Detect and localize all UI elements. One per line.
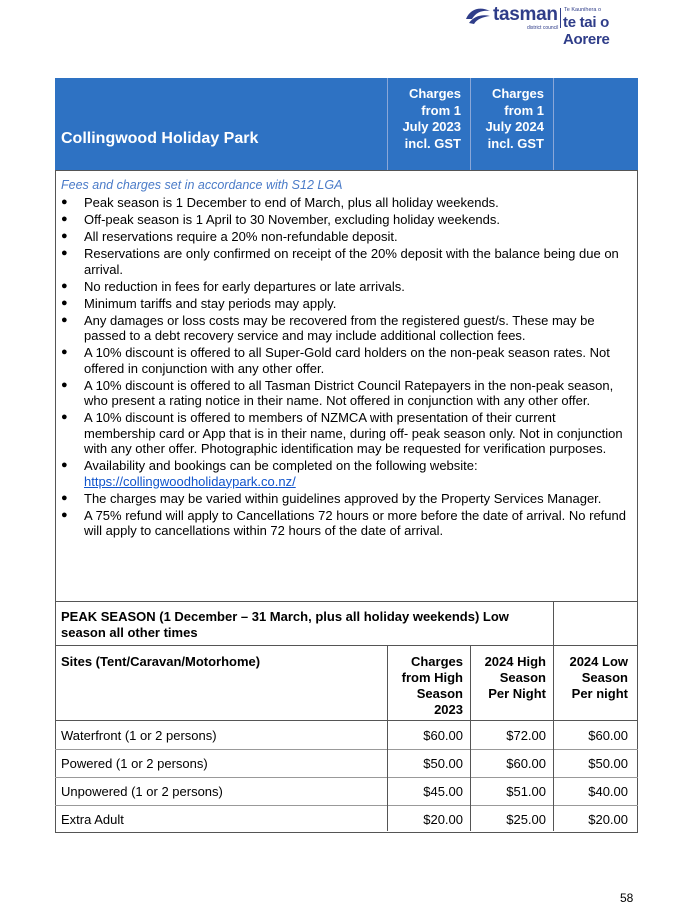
- logo-separator: [560, 8, 561, 28]
- booking-link[interactable]: https://collingwoodholidaypark.co.nz/: [84, 473, 296, 489]
- list-item: ● A 10% discount is offered to members of NZMCA with presentation of their current membership card or App that is in their name, during off- peak season only. Not in conjunction with any other offer. Photographic identification may be requested for verification purposes.: [61, 410, 623, 456]
- row-value: $20.00: [588, 812, 628, 827]
- logo-maori: te tai o Aorere: [563, 14, 610, 48]
- bullet-icon: ●: [61, 459, 68, 471]
- list-item: ● Peak season is 1 December to end of March, plus all holiday weekends.: [61, 195, 499, 210]
- logo-name: tasman: [493, 4, 558, 25]
- row-label: Waterfront (1 or 2 persons): [61, 728, 217, 743]
- divider: [55, 601, 638, 602]
- col-header-high-2024: 2024 High Season Per Night: [484, 654, 546, 701]
- list-item: ● All reservations require a 20% non-refundable deposit.: [61, 229, 398, 244]
- list-item: ● Off-peak season is 1 April to 30 November, excluding holiday weekends.: [61, 212, 500, 227]
- col-header-low-2024: 2024 Low Season Per night: [569, 654, 628, 701]
- park-title: Collingwood Holiday Park: [61, 130, 259, 147]
- bullet-icon: ●: [61, 196, 68, 208]
- list-item: ● A 10% discount is offered to all Super-Gold card holders on the non-peak season rates. Not offered in conjunction with any other offer.: [61, 345, 610, 376]
- list-item: ● The charges may be varied within guidelines approved by the Property Services Manager.: [61, 490, 602, 506]
- logo-maori-small: Te Kaunihera o: [564, 7, 601, 13]
- header-divider: [553, 78, 554, 170]
- row-value: $20.00: [423, 812, 463, 827]
- col-header-high-2023: Charges from High Season 2023: [401, 654, 463, 717]
- list-item: ● A 10% discount is offered to all Tasman District Council Ratepayers in the non-peak season, who present a rating notice in their name. Not offered in conjunction with any other offer.: [61, 377, 614, 408]
- divider: [55, 720, 638, 721]
- row-label: Powered (1 or 2 persons): [61, 756, 208, 771]
- list-item: ● Any damages or loss costs may be recovered from the registered guest/s. These may be passed to a debt recovery service and may include additional collection fees.: [61, 312, 595, 343]
- bullet-icon: ●: [61, 230, 68, 242]
- peak-season-heading: PEAK SEASON (1 December – 31 March, plus all holiday weekends) Low season all other times: [61, 609, 509, 640]
- bullet-icon: ●: [61, 247, 68, 259]
- page-number: 58: [620, 891, 634, 905]
- list-item: ● No reduction in fees for early departures or late arrivals.: [61, 278, 405, 294]
- bullet-icon: ●: [61, 346, 68, 358]
- row-value: $50.00: [423, 756, 463, 771]
- row-value: $25.00: [506, 812, 546, 827]
- row-value: $72.00: [506, 728, 546, 743]
- list-item: ● Availability and bookings can be completed on the following website: https://collingwoodholidaypark.co.nz/: [61, 458, 478, 489]
- bullet-icon: ●: [61, 279, 68, 292]
- bullet-icon: ●: [61, 296, 68, 309]
- row-value: $50.00: [588, 756, 628, 771]
- row-label: Extra Adult: [61, 812, 124, 827]
- row-value: $45.00: [423, 784, 463, 799]
- sites-heading: Sites (Tent/Caravan/Motorhome): [61, 654, 261, 669]
- charges-2023-header: Charges from 1 July 2023 incl. GST: [402, 86, 461, 151]
- bullet-icon: ●: [61, 491, 68, 504]
- row-label: Unpowered (1 or 2 persons): [61, 784, 223, 799]
- row-value: $51.00: [506, 784, 546, 799]
- fees-note: Fees and charges set in accordance with S12 LGA: [61, 178, 343, 192]
- row-value: $40.00: [588, 784, 628, 799]
- list-item: ● Minimum tariffs and stay periods may apply.: [61, 295, 337, 311]
- divider: [55, 777, 638, 778]
- logo-subtitle: district council: [527, 25, 559, 31]
- list-item: ● A 75% refund will apply to Cancellations 72 hours or more before the date of arrival. No refund will apply to cancellations within 72 hours of the date of arrival.: [61, 507, 626, 538]
- bullet-icon: ●: [61, 213, 68, 225]
- divider: [55, 645, 638, 646]
- charges-2024-header: Charges from 1 July 2024 incl. GST: [485, 86, 544, 151]
- bullet-icon: ●: [61, 411, 68, 423]
- divider: [55, 749, 638, 750]
- table-header: [55, 78, 638, 170]
- bullet-icon: ●: [61, 508, 68, 521]
- rules-list: [57, 195, 627, 540]
- list-item: ● Reservations are only confirmed on receipt of the 20% deposit with the balance being due on arrival.: [61, 246, 619, 277]
- row-value: $60.00: [588, 728, 628, 743]
- tasman-logo: [465, 4, 655, 48]
- divider: [55, 805, 638, 806]
- tasman-wave-icon: [465, 6, 491, 26]
- bullet-icon: ●: [61, 313, 68, 326]
- row-value: $60.00: [423, 728, 463, 743]
- row-value: $60.00: [506, 756, 546, 771]
- bullet-icon: ●: [61, 378, 68, 391]
